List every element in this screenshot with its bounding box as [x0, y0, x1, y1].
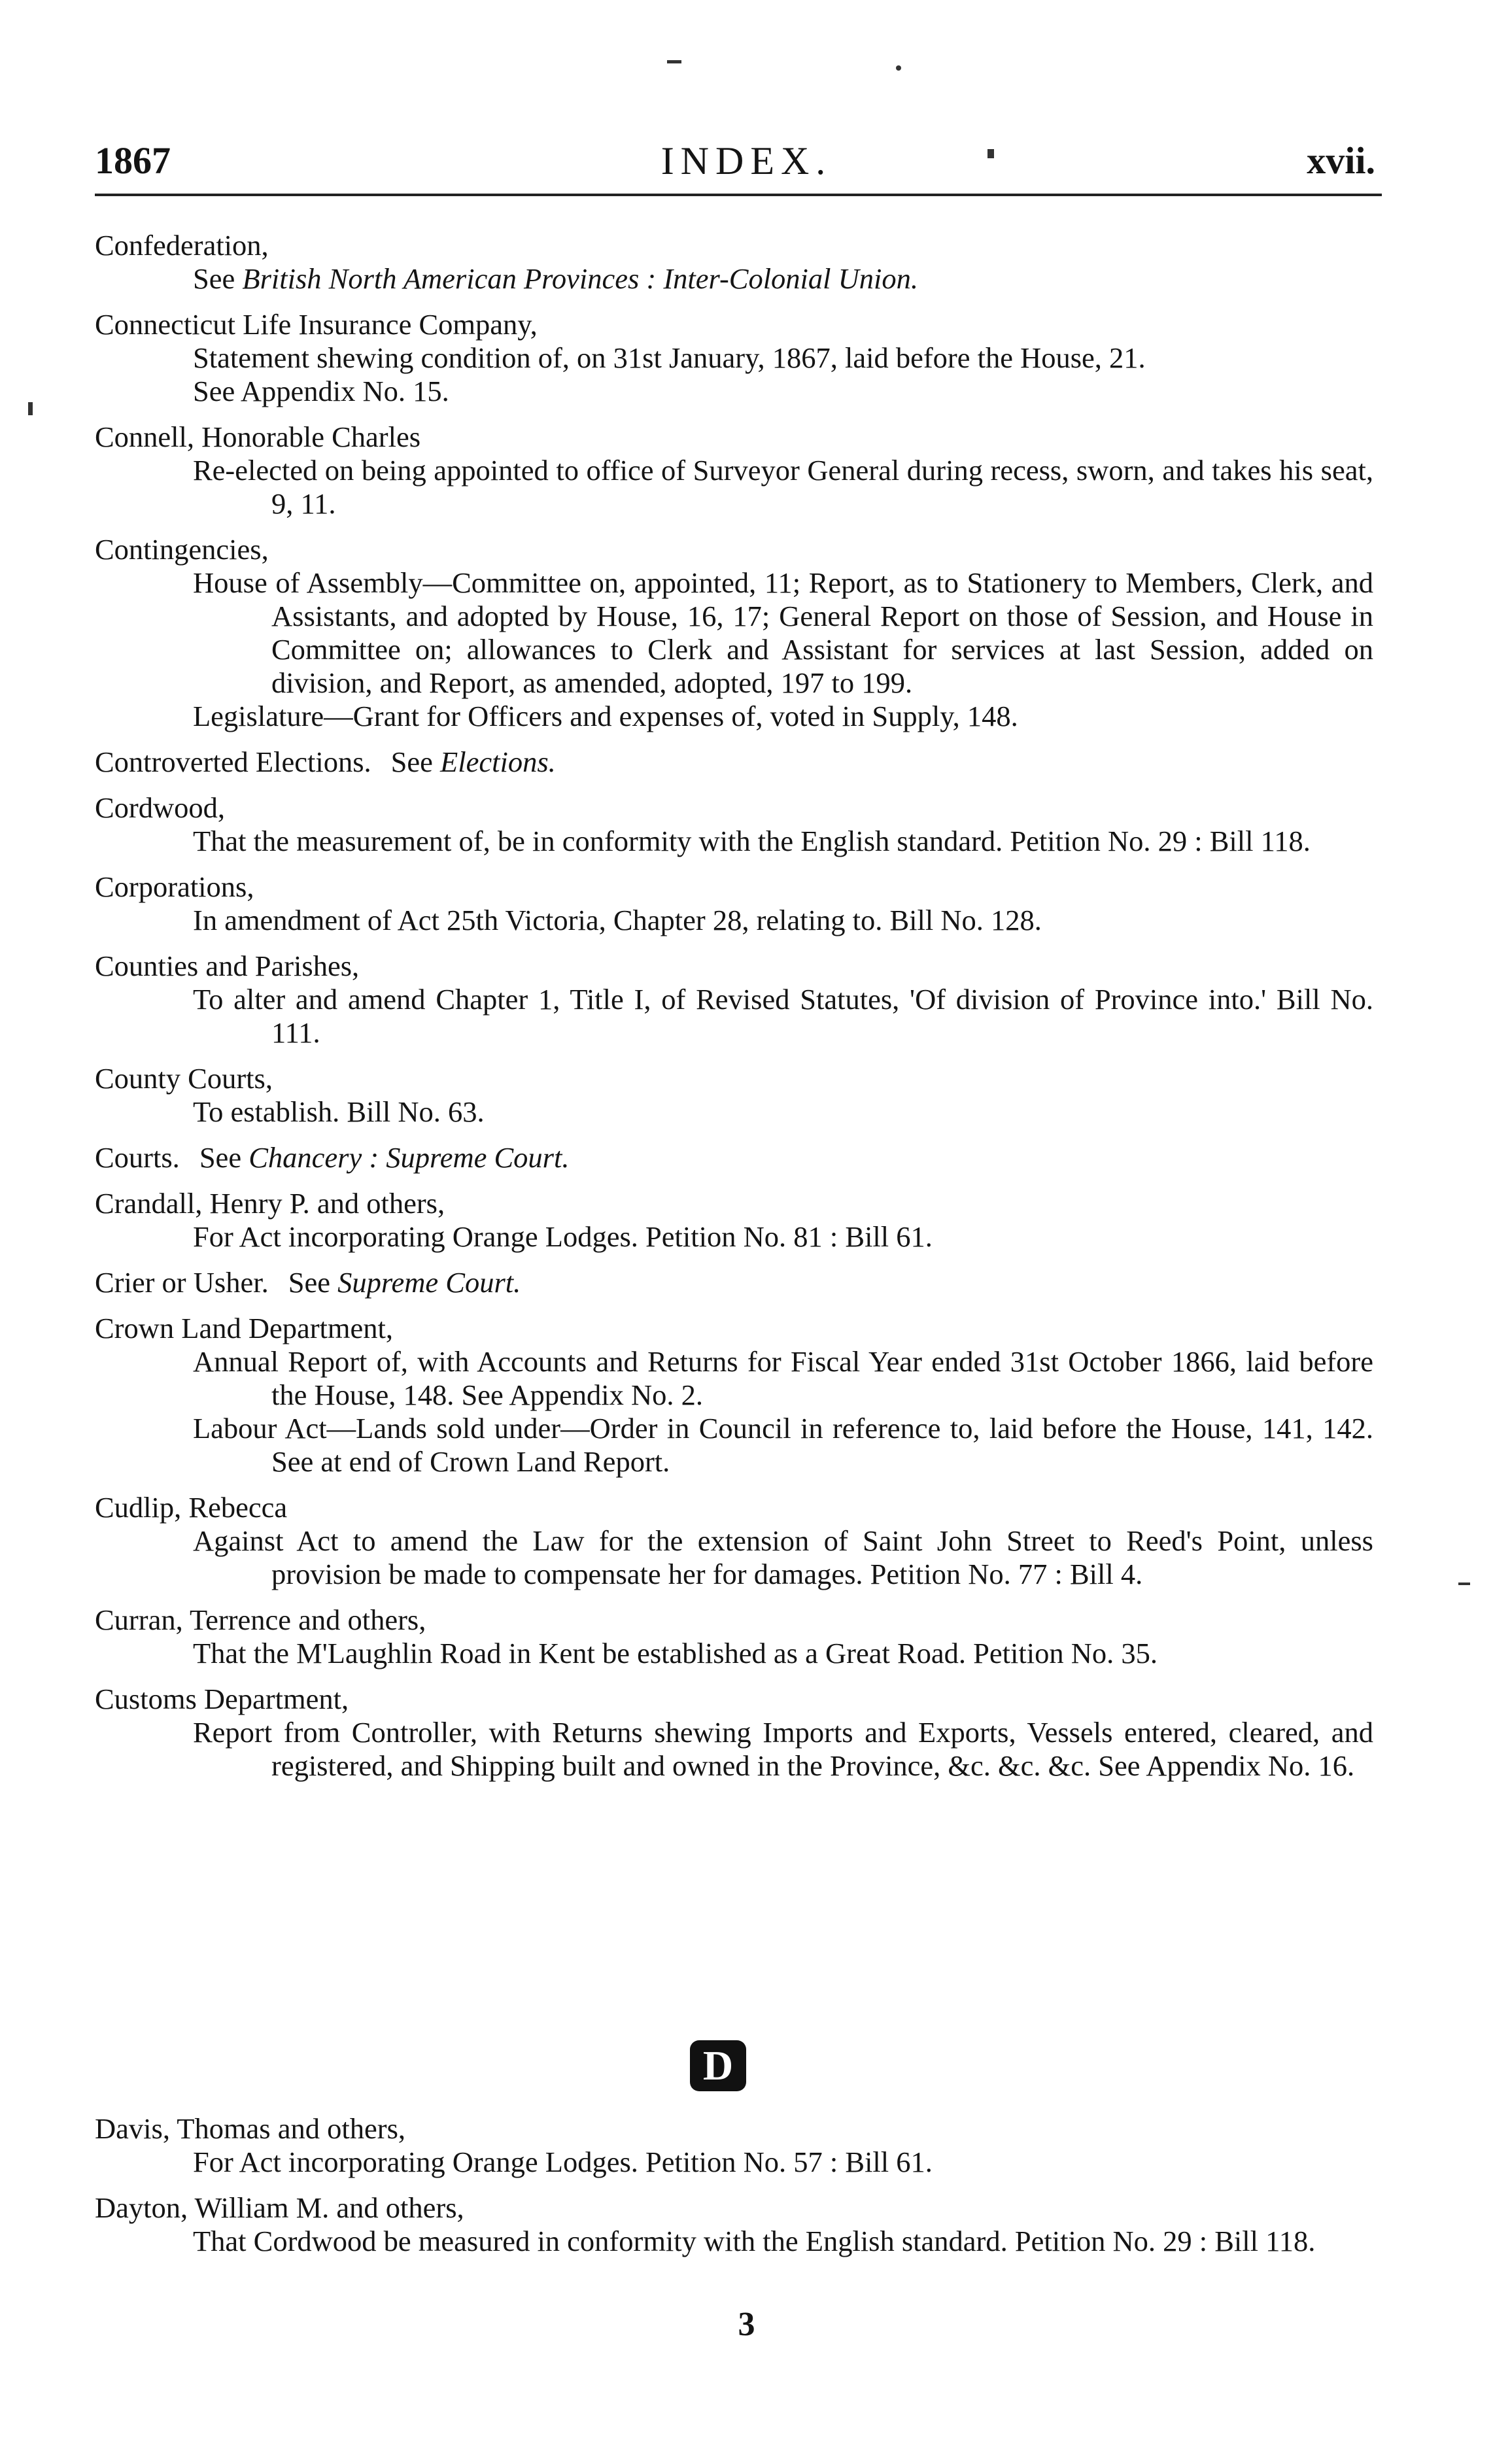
header-page-number: xvii.	[1307, 139, 1375, 182]
see-word: See	[390, 745, 433, 778]
entry-line: Re-elected on being appointed to office of Surveyor General during recess, sworn, and takes his seat, 9, 11.	[193, 454, 1373, 520]
entry-heading: Cordwood,	[95, 791, 226, 824]
print-speck	[667, 60, 681, 63]
print-speck	[896, 65, 901, 71]
entry-heading: Dayton, William M. and others,	[95, 2191, 464, 2224]
entry-line: That Cordwood be measured in conformity with the English standard. Petition No. 29 : Bill 118.	[193, 2225, 1316, 2257]
entry-heading: Curran, Terrence and others,	[95, 1603, 426, 1636]
index-entry	[95, 1187, 1373, 1254]
header-title: INDEX.	[661, 139, 832, 182]
entry-see-line	[95, 262, 1373, 296]
entry-heading: Confederation,	[95, 229, 269, 262]
index-entry	[95, 950, 1373, 1050]
heading-text: Courts.	[95, 1141, 180, 1174]
print-speck	[1458, 1583, 1470, 1585]
heading-text: Controverted Elections.	[95, 745, 371, 778]
see-reference: Supreme Court.	[337, 1266, 521, 1299]
index-entry	[95, 870, 1373, 937]
index-entry	[95, 2112, 1373, 2179]
entry-line: For Act incorporating Orange Lodges. Petition No. 57 : Bill 61.	[193, 2146, 933, 2178]
entry-heading: Connell, Honorable Charles	[95, 420, 421, 453]
entry-line: House of Assembly—Committee on, appointed, 11; Report, as to Stationery to Members, Clerk, and Assistants, and adopted by House, 16, 17; General Report on those of Session, and House in Committee on; allowances to Clerk and Assistant for services at last Session, added on division, and Report, as amended, adopted, 197 to 199.	[193, 566, 1373, 699]
header-year: 1867	[95, 139, 171, 182]
entry-line: In amendment of Act 25th Victoria, Chapter 28, relating to. Bill No. 128.	[193, 904, 1042, 936]
index-entry	[95, 420, 1373, 521]
index-entry	[95, 308, 1373, 408]
entry-heading: Contingencies,	[95, 533, 269, 566]
index-entry	[95, 533, 1373, 733]
header-rule	[95, 194, 1382, 196]
see-reference: Elections.	[440, 745, 556, 778]
index-entry	[95, 1141, 1373, 1174]
index-entry	[95, 1312, 1373, 1479]
entry-heading: Counties and Parishes,	[95, 950, 360, 982]
section-letter-d: D	[690, 2040, 746, 2091]
entry-line: Statement shewing condition of, on 31st January, 1867, laid before the House, 21.	[193, 341, 1146, 374]
entry-line: Report from Controller, with Returns shewing Imports and Exports, Vessels entered, cleared, and registered, and Shipping built and owned in the Province, &c. &c. &c. See Appendix No. 16.	[193, 1716, 1373, 1782]
index-entry	[95, 1062, 1373, 1129]
index-entry	[95, 1491, 1373, 1591]
entry-heading	[95, 745, 1373, 779]
entry-heading: Corporations,	[95, 870, 254, 903]
index-entry	[95, 1266, 1373, 1299]
index-entry	[95, 229, 1373, 296]
index-entry	[95, 791, 1373, 858]
print-speck	[28, 402, 33, 415]
entry-line: That the M'Laughlin Road in Kent be established as a Great Road. Petition No. 35.	[193, 1637, 1158, 1669]
entry-line: Labour Act—Lands sold under—Order in Council in reference to, laid before the House, 141, 142. See at end of Crown Land Report.	[193, 1412, 1373, 1478]
entry-heading: Crown Land Department,	[95, 1312, 393, 1344]
print-speck	[987, 149, 994, 158]
see-word: See	[193, 262, 235, 295]
entry-heading: Connecticut Life Insurance Company,	[95, 308, 538, 341]
entry-line: Annual Report of, with Accounts and Returns for Fiscal Year ended 31st October 1866, laid before the House, 148. See Appendix No. 2.	[193, 1345, 1373, 1411]
entry-line: To alter and amend Chapter 1, Title I, of Revised Statutes, 'Of division of Province into.' Bill No. 111.	[193, 983, 1373, 1049]
entry-heading	[95, 1141, 1373, 1174]
see-word: See	[199, 1141, 242, 1174]
entry-line: For Act incorporating Orange Lodges. Petition No. 81 : Bill 61.	[193, 1220, 933, 1253]
index-entries-d	[95, 2112, 1373, 2270]
index-entry	[95, 1683, 1373, 1783]
entry-line: That the measurement of, be in conformity with the English standard. Petition No. 29 : Bill 118.	[193, 825, 1311, 857]
index-entry	[95, 1603, 1373, 1670]
entry-heading	[95, 1266, 1373, 1299]
see-word: See	[288, 1266, 330, 1299]
see-reference: Chancery : Supreme Court.	[249, 1141, 570, 1174]
entry-line: See Appendix No. 15.	[193, 375, 449, 407]
entry-line: To establish. Bill No. 63.	[193, 1095, 485, 1128]
entry-heading: County Courts,	[95, 1062, 273, 1095]
index-entry	[95, 745, 1373, 779]
heading-text: Crier or Usher.	[95, 1266, 269, 1299]
see-reference: British North American Provinces : Inter-Colonial Union.	[242, 262, 919, 295]
entry-heading: Cudlip, Rebecca	[95, 1491, 288, 1524]
entry-heading: Customs Department,	[95, 1683, 349, 1715]
entry-heading: Crandall, Henry P. and others,	[95, 1187, 445, 1220]
entry-line: Legislature—Grant for Officers and expenses of, voted in Supply, 148.	[193, 700, 1018, 732]
entry-heading: Davis, Thomas and others,	[95, 2112, 406, 2145]
entry-line: Against Act to amend the Law for the extension of Saint John Street to Reed's Point, unless provision be made to compensate her for damages. Petition No. 77 : Bill 4.	[193, 1524, 1373, 1590]
index-entry	[95, 2191, 1373, 2258]
index-entries	[95, 229, 1373, 1795]
page-folio: 3	[738, 2306, 755, 2343]
